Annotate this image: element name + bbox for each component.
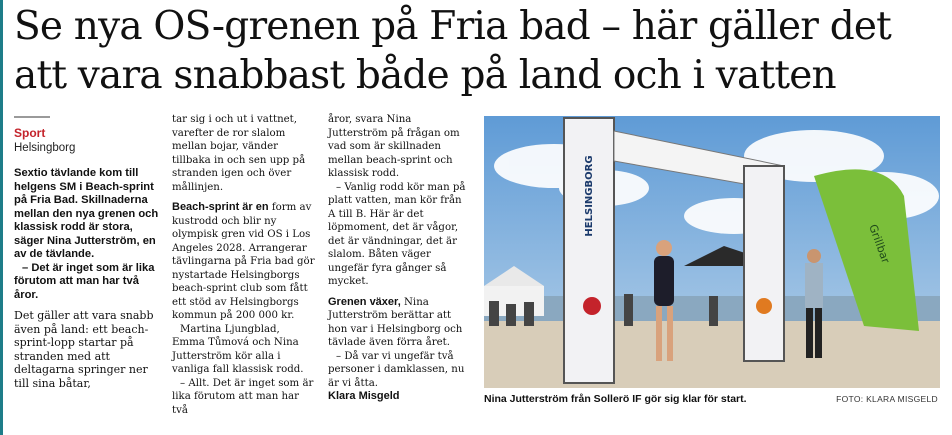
section-label: Sport	[14, 126, 46, 140]
body-paragraph: Martina Ljungblad, Emma Tůmová och Nina Jutterström kör alla i vanliga fall klassisk rodd.	[172, 323, 304, 375]
flag-text: Grillbar	[866, 222, 893, 266]
body-paragraph: – Då var vi ungefär två personer i damklassen, nu är vi åtta.	[328, 350, 465, 389]
body-paragraph: – Vanlig rodd kör man på platt vatten, man kör från A till B. Här är det löpmoment, det är vågor, det är vändningar, det är slalom. Båten väger ungefär fyra gånger så mycket.	[328, 181, 466, 287]
section-rule	[14, 116, 50, 118]
column-1	[14, 167, 160, 390]
lead-in: Grenen växer,	[328, 295, 401, 308]
body-paragraph	[328, 296, 471, 350]
column-3	[328, 113, 471, 404]
left-edge-bar	[0, 0, 3, 435]
lead-in: Beach-sprint är en	[172, 201, 269, 213]
byline: Klara Misgeld	[328, 390, 400, 402]
body-paragraph: åror, svara Nina Jutterström på frågan om vad som är skillnaden mellan beach-sprint och klassisk rodd.	[328, 114, 460, 179]
body-paragraph	[172, 201, 315, 323]
column-2	[172, 113, 315, 417]
lead-quote: – Det är inget som är lika förutom att man har två åror.	[14, 261, 155, 301]
photo-credit: FOTO: KLARA MISGELD	[836, 394, 938, 404]
body-paragraph: Det gäller att vara snabb även på land: ett beach-sprint-lopp startar på stranden med att deltagarna springer ner till sina båtar,	[14, 309, 154, 390]
headline: Se nya OS-grenen på Fria bad – här gäller det att vara snabbast både på land och i vatten	[14, 4, 892, 98]
body-text: Nina Jutterström berättar att hon var i Helsingborg och tävlade även förra året.	[328, 296, 463, 348]
sand	[484, 321, 940, 388]
photo-caption: Nina Jutterström från Sollerö IF gör sig klar för start.	[484, 393, 747, 405]
arch-text: HELSINGBORG	[584, 155, 595, 237]
start-arch-right	[744, 166, 784, 361]
arch-logo	[583, 297, 601, 315]
body-text: form av kustrodd och blir ny olympisk gren vid OS i Los Angeles 2028. Arrangerar tävlingarna på Fria bad gör nystartade Helsingborgs beach-sprint club som fått ett stöd av Helsingborgs kommun på 200 000 kr.	[172, 202, 315, 321]
arch-logo-right	[756, 298, 772, 314]
body-paragraph: tar sig i och ut i vattnet, varefter de ror slalom mellan bojar, vänder tillbaka in och sen upp på stranden igen och över mållinjen.	[172, 114, 306, 193]
lead-paragraph: Sextio tävlande kom till helgens SM i Beach-sprint på Fria Bad. Skillnaderna mellan den nya grenen och klassisk rodd är stora, säger Nina Jutterström, en av de tävlande.	[14, 167, 159, 260]
location-label: Helsingborg	[14, 142, 76, 154]
article-photo	[484, 116, 940, 388]
body-paragraph: – Allt. Det är inget som är lika förutom att man har två	[172, 377, 314, 416]
